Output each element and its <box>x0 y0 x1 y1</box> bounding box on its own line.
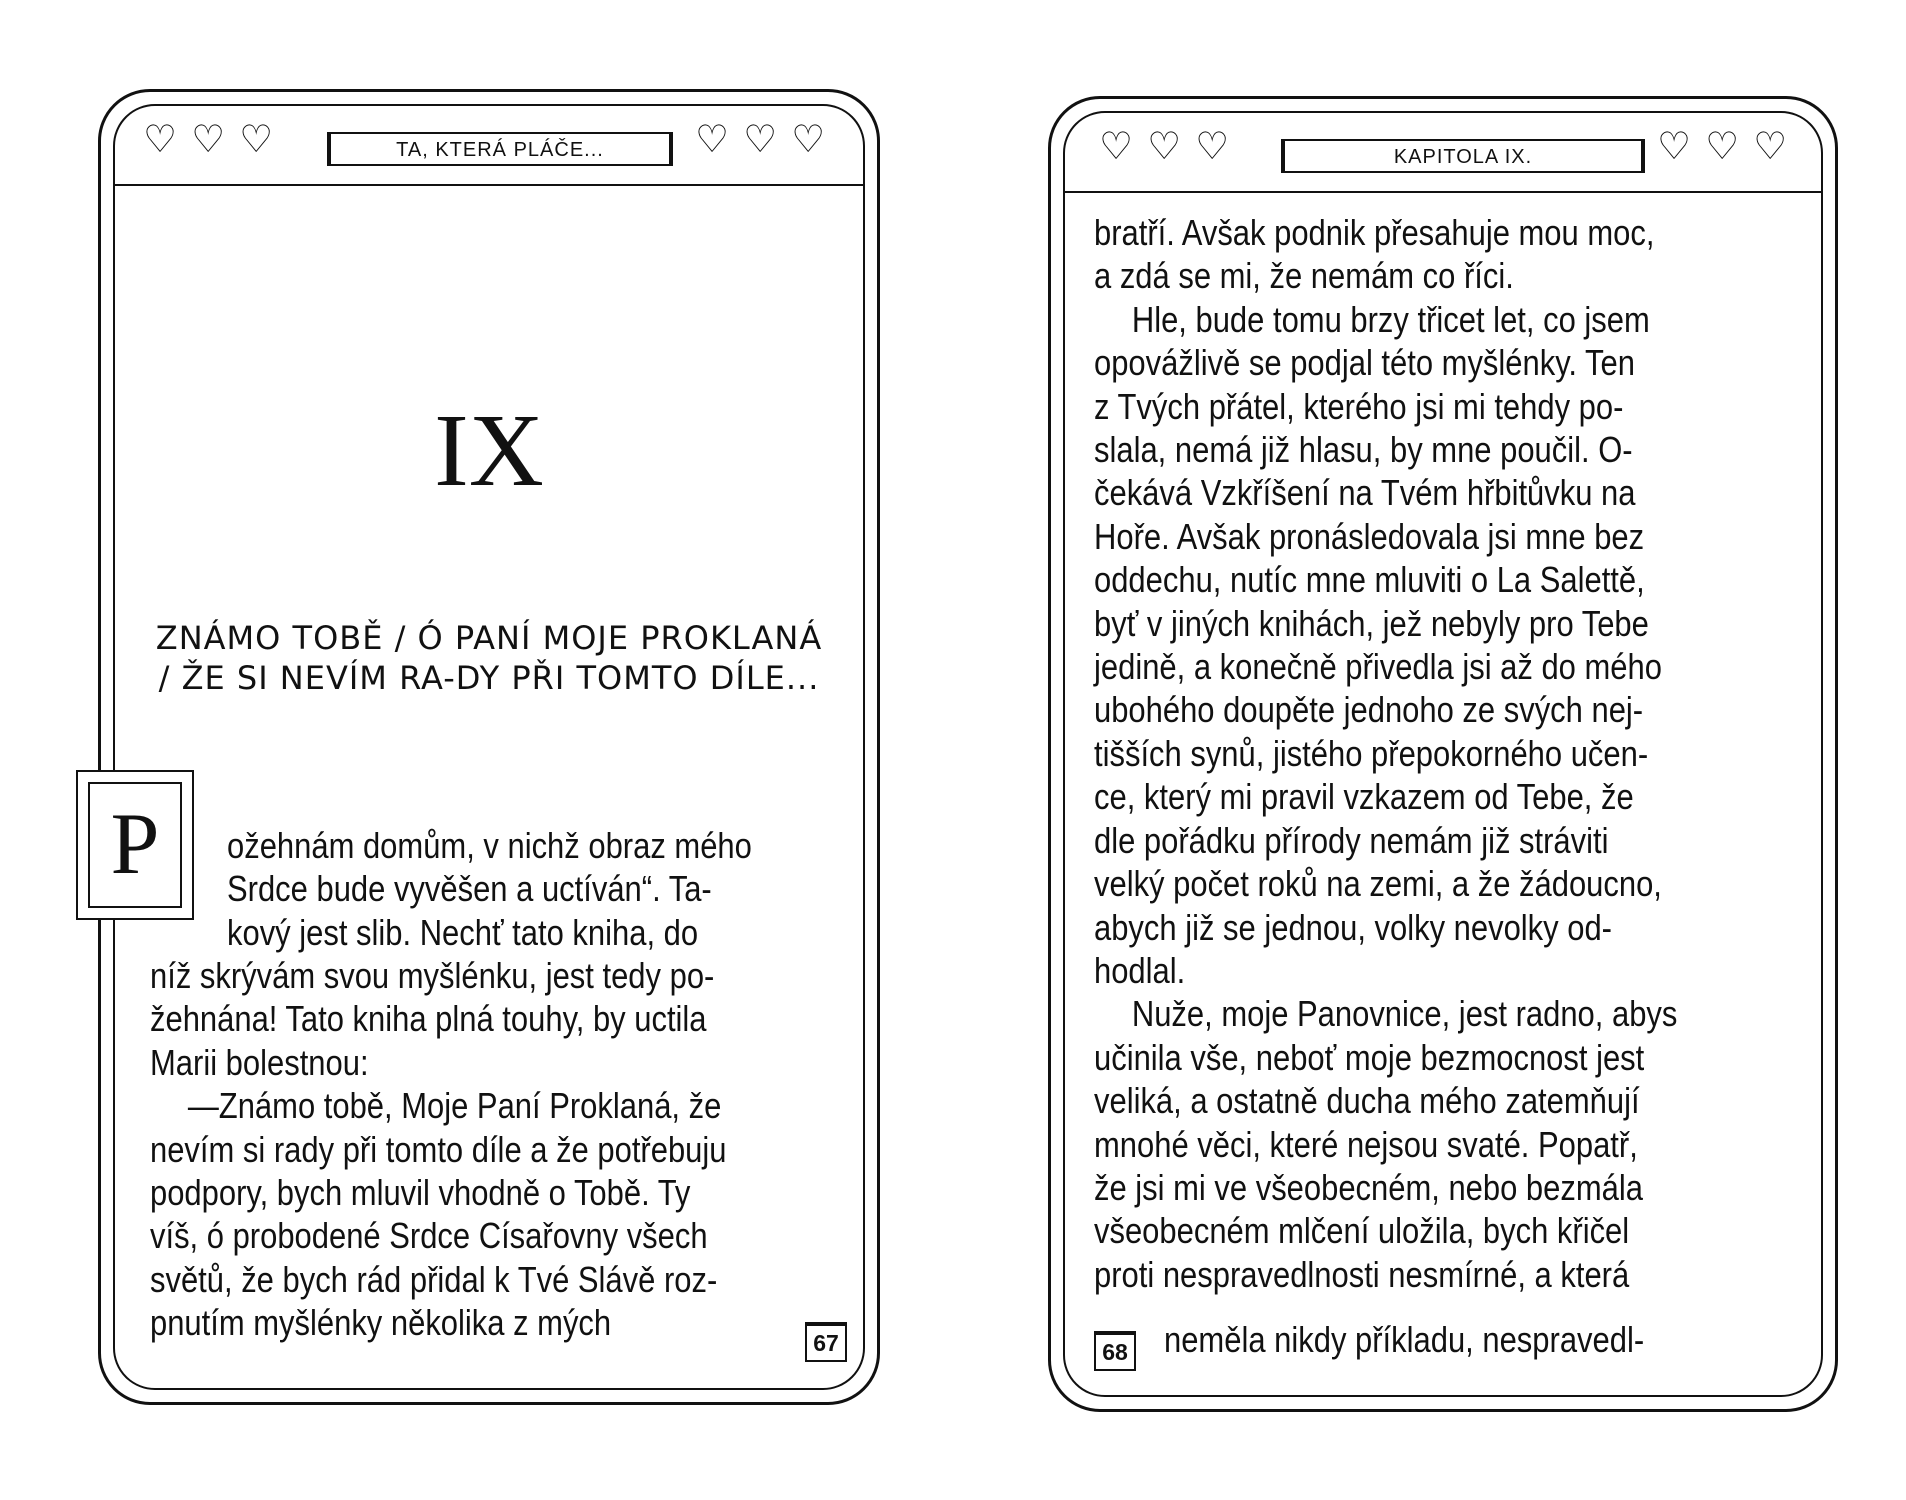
text-line: tišších synů, jistého přepokorného učen- <box>1094 732 1649 774</box>
text-line: Marii bolestnou: <box>150 1041 369 1083</box>
text-line: ce, který mi pravil vzkazem od Tebe, že <box>1094 776 1634 818</box>
text-line: ožehnám domům, v nichž obraz mého <box>227 825 752 866</box>
text-line: mnohé věci, které nejsou svaté. Popatř, <box>1094 1123 1638 1165</box>
text-line: podpory, bych mluvil vhodně o Tobě. Ty <box>150 1172 691 1214</box>
page-number: 67 <box>805 1322 847 1362</box>
text-line: abych již se jednou, volky nevolky od- <box>1094 906 1613 948</box>
heart-icons-left: ♡♡♡ <box>1099 124 1244 168</box>
right-body-text <box>1094 211 1752 1296</box>
text-line: učinila vše, neboť moje bezmocnost jest <box>1094 1036 1645 1078</box>
text-line: z Tvých přátel, kterého jsi mi tehdy po- <box>1094 385 1624 427</box>
left-page-header <box>115 106 863 186</box>
running-head: TA, KTERÁ PLÁČE... <box>327 132 673 166</box>
text-line: ubohého doupěte jednoho ze svých nej- <box>1094 689 1644 731</box>
text-line: Hle, bude tomu brzy třicet let, co jsem <box>1131 298 1650 340</box>
page-number: 68 <box>1094 1331 1136 1371</box>
heart-icons-right: ♡♡♡ <box>1657 124 1802 168</box>
text-line: byť v jiných knihách, jež nebyly pro Tebe <box>1094 602 1649 644</box>
chapter-number: IX <box>434 393 544 508</box>
running-head: KAPITOLA IX. <box>1281 139 1645 173</box>
text-line: neměla nikdy příkladu, nespravedl- <box>1164 1319 1645 1360</box>
right-page-inner-frame <box>1063 111 1823 1397</box>
text-line: hodlal. <box>1094 949 1186 991</box>
text-line: veliká, a ostatně ducha mého zatemňují <box>1094 1080 1640 1122</box>
right-last-line <box>1164 1318 1751 1361</box>
text-line: opovážlivě se podjal této myšlénky. Ten <box>1094 342 1635 384</box>
text-line: —Známo tobě, Moje Paní Proklaná, že <box>187 1085 722 1127</box>
text-line: Nuže, moje Panovnice, jest radno, abys <box>1131 993 1678 1035</box>
text-line: a zdá se mi, že nemám co říci. <box>1094 255 1514 297</box>
text-line: nevím si rady při tomto díle a že potřebuju <box>150 1128 727 1170</box>
body-paragraph-1 <box>150 954 800 1345</box>
text-line: slala, nemá již hlasu, by mne poučil. O- <box>1094 429 1633 471</box>
text-line: jedině, a konečně přivedla jsi až do mého <box>1094 646 1662 688</box>
text-line: níž skrývám svou myšlénku, jest tedy po- <box>150 955 715 996</box>
text-line: kový jest slib. Nechť tato kniha, do <box>227 911 699 953</box>
text-line: světů, že bych rád přidal k Tvé Slávě roz- <box>150 1258 718 1300</box>
text-line: pnutím myšlénky několika z mých <box>150 1302 612 1344</box>
text-line: Hoře. Avšak pronásledovala jsi mne bez <box>1094 515 1645 557</box>
text-line: čekává Vzkříšení na Tvém hřbitůvku na <box>1094 472 1636 514</box>
text-line: žehnána! Tato kniha plná touhy, by uctila <box>150 998 707 1040</box>
left-page <box>98 89 880 1405</box>
text-line: Srdce bude vyvěšen a uctíván“. Ta- <box>227 868 712 910</box>
left-page-inner-frame <box>113 104 865 1390</box>
text-line: že jsi mi ve všeobecném, nebo bezmála <box>1094 1166 1643 1208</box>
text-line: oddechu, nutíc mne mluviti o La Salettě, <box>1094 559 1645 601</box>
text-line: velký počet roků na zemi, a že žádoucno, <box>1094 863 1662 905</box>
chapter-subtitle: ZNÁMO TOBĚ / Ó PANÍ MOJE PROKLANÁ / ŽE SI NEVÍM RA-DY PŘI TOMTO DÍLE... <box>155 619 823 697</box>
heart-icons-left: ♡♡♡ <box>143 117 288 161</box>
text-line: proti nespravedlnosti nesmírné, a která <box>1094 1253 1630 1295</box>
right-page-header <box>1065 113 1821 193</box>
text-line: dle pořádku přírody nemám již stráviti <box>1094 819 1609 861</box>
text-line: bratří. Avšak podnik přesahuje mou moc, <box>1094 212 1655 253</box>
right-page <box>1048 96 1838 1412</box>
drop-cap-frame <box>76 770 194 920</box>
dropcap-paragraph <box>227 824 795 954</box>
drop-cap-letter: P <box>88 782 182 908</box>
text-line: víš, ó probodené Srdce Císařovny všech <box>150 1215 708 1257</box>
heart-icons-right: ♡♡♡ <box>695 117 840 161</box>
text-line: všeobecném mlčení uložila, bych křičel <box>1094 1210 1630 1252</box>
